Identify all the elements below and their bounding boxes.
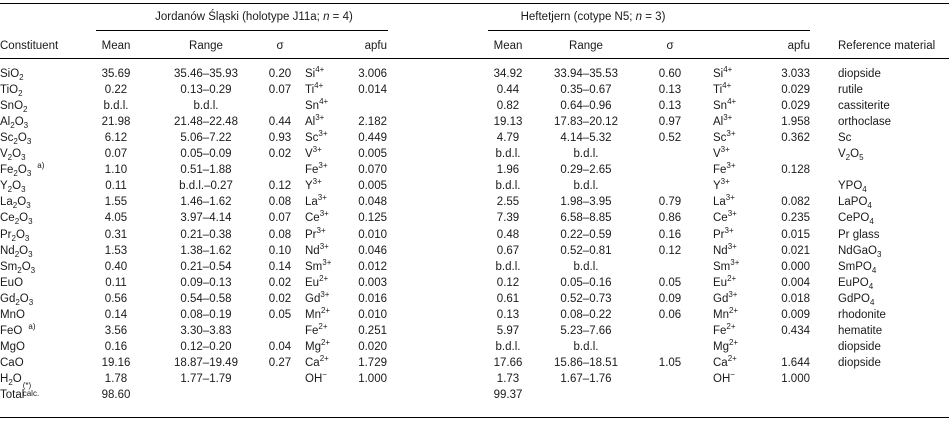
cell-ion-2: $Eu^{2+}$ (713, 274, 737, 289)
cell-range-2: 0.05–0.16 (560, 277, 612, 289)
cell-apfu-2: 0.362 (781, 132, 810, 144)
cell-range-1: 0.09–0.13 (180, 277, 232, 289)
cell-mean-2: 0.82 (496, 100, 520, 112)
cell-apfu-2: 0.000 (781, 261, 810, 273)
cell-ion-2: $Ti^{4+}$ (713, 81, 732, 96)
cell-sigma-2: 0.16 (658, 229, 682, 241)
col-apfu-1: apfu (364, 40, 387, 52)
cell-constituent: $H_2O$ (*) calc. (0, 373, 40, 398)
cell-apfu-1: 0.003 (358, 277, 387, 289)
cell-ion-1: OH− (305, 370, 327, 385)
cell-ion-2: $La^{3+}$ (713, 193, 735, 208)
cell-range-1: 0.08–0.19 (180, 309, 232, 321)
col-apfu-2: apfu (787, 40, 810, 52)
cell-reference: diopside (838, 341, 881, 353)
cell-mean-1: 1.53 (104, 245, 128, 257)
cell-mean-2: 0.61 (496, 293, 520, 305)
cell-range-1: 0.51–1.88 (180, 164, 232, 176)
cell-mean-2: 5.97 (496, 325, 520, 337)
cell-mean-2: 0.67 (496, 245, 520, 257)
cell-range-2: 0.52–0.73 (560, 293, 612, 305)
cell-ion-2: $Mn^{2+}$ (713, 306, 739, 321)
cell-sigma-2: 0.86 (658, 212, 682, 224)
cell-apfu-1: 0.005 (358, 148, 387, 160)
col-range-2: Range (569, 40, 603, 52)
cell-mean-1: 0.14 (104, 309, 128, 321)
cell-mean-2: 4.79 (496, 132, 520, 144)
cell-reference: cassiterite (838, 100, 890, 112)
cell-mean-1: 98.60 (101, 389, 131, 401)
cell-constituent: MgO (0, 341, 25, 353)
cell-constituent: $V_2O_3$ (0, 148, 26, 162)
cell-sigma-2: 0.13 (658, 100, 682, 112)
cell-ion-2: $Nd^{3+}$ (713, 242, 737, 257)
cell-mean-1: 0.56 (104, 293, 128, 305)
cell-constituent: SnO$_2$ (0, 100, 28, 114)
cell-sigma-2: 1.05 (658, 357, 682, 369)
cell-ion-1: $V^{3+}$ (305, 145, 322, 160)
cell-ion-2: $Mg^{2+}$ (713, 338, 739, 353)
cell-apfu-2: 0.021 (781, 245, 810, 257)
cell-apfu-1: 0.014 (358, 84, 387, 96)
cell-sigma-1: 0.10 (268, 245, 292, 257)
cell-range-1: 5.06–7.22 (180, 132, 232, 144)
cell-range-2: 1.98–3.95 (560, 196, 612, 208)
cell-sigma-2: 0.52 (658, 132, 682, 144)
cell-apfu-1: 0.251 (358, 325, 387, 337)
group1-underline (96, 30, 388, 31)
cell-reference: $V_2O_5$ (838, 148, 864, 162)
col-mean-2: Mean (493, 40, 523, 52)
cell-apfu-2: 0.009 (781, 309, 810, 321)
cell-apfu-2: 3.033 (781, 68, 810, 80)
cell-ion-1: $Mn^{2+}$ (305, 306, 331, 321)
cell-reference: hematite (838, 325, 883, 337)
cell-apfu-1: 0.070 (358, 164, 387, 176)
cell-sigma-2: 0.05 (658, 277, 682, 289)
cell-sigma-2: 0.12 (658, 245, 682, 257)
cell-constituent: MnO (0, 309, 25, 321)
cell-sigma-2: 0.60 (658, 68, 682, 80)
header-rule (0, 58, 949, 59)
cell-mean-2: 0.12 (496, 277, 520, 289)
cell-reference: Pr glass (838, 229, 880, 241)
cell-apfu-1: 0.016 (358, 293, 387, 305)
cell-range-2: b.d.l. (573, 180, 599, 192)
cell-apfu-1: 0.012 (358, 261, 387, 273)
cell-reference: LaPO$_4$ (838, 196, 872, 210)
col-sigma-2: σ (666, 40, 674, 52)
group-title-jordanow: Jordanów Śląski (holotype J11a; n = 4) (155, 11, 353, 23)
cell-constituent: Total (0, 389, 25, 401)
cell-apfu-2: 1.644 (781, 357, 810, 369)
cell-sigma-2: 0.97 (658, 116, 682, 128)
cell-apfu-2: 0.128 (781, 164, 810, 176)
cell-sigma-1: 0.14 (268, 261, 292, 273)
cell-sigma-1: 0.12 (268, 180, 292, 192)
cell-ion-2: $V^{3+}$ (713, 145, 730, 160)
cell-apfu-1: 0.010 (358, 309, 387, 321)
cell-apfu-2: 0.235 (781, 212, 810, 224)
cell-ion-2: $Al^{3+}$ (713, 113, 733, 128)
cell-mean-2: 2.55 (496, 196, 520, 208)
cell-constituent: $Sm_2O_3$ (0, 261, 36, 275)
group-title-heftetjern: Heftetjern (cotype N5; n = 3) (520, 11, 666, 23)
cell-ion-1: $Y^{3+}$ (305, 177, 322, 192)
cell-reference: CePO$_4$ (838, 212, 874, 226)
cell-mean-1: 35.69 (101, 68, 131, 80)
cell-range-1: 0.13–0.29 (180, 84, 232, 96)
col-constituent: Constituent (0, 40, 59, 52)
cell-range-1: 0.05–0.09 (180, 148, 232, 160)
cell-reference: rhodonite (838, 309, 886, 321)
cell-range-1: 0.54–0.58 (180, 293, 232, 305)
cell-mean-2: b.d.l. (495, 341, 521, 353)
cell-constituent: $Ce_2O_3$ (0, 212, 33, 226)
cell-mean-1: 1.10 (104, 164, 128, 176)
cell-sigma-1: 0.07 (268, 212, 292, 224)
cell-range-2: 0.52–0.81 (560, 245, 612, 257)
cell-mean-1: 0.11 (105, 180, 127, 192)
cell-constituent: $Y_2O_3$ (0, 180, 26, 194)
cell-apfu-2: 1.000 (781, 373, 810, 385)
col-sigma-1: σ (276, 40, 284, 52)
cell-mean-1: 3.56 (104, 325, 128, 337)
cell-mean-2: 19.13 (493, 116, 523, 128)
cell-sigma-2: 0.06 (658, 309, 682, 321)
cell-mean-2: 0.48 (496, 229, 520, 241)
cell-sigma-1: 0.27 (268, 357, 292, 369)
cell-mean-2: b.d.l. (495, 148, 521, 160)
cell-mean-1: 0.07 (104, 148, 128, 160)
bottom-rule (0, 417, 949, 418)
cell-sigma-2: 0.13 (658, 84, 682, 96)
cell-ion-1: $Si^{4+}$ (305, 65, 325, 80)
cell-mean-2: 0.13 (496, 309, 520, 321)
cell-ion-2: $Sc^{3+}$ (713, 129, 736, 144)
cell-ion-2: $Sm^{3+}$ (713, 258, 740, 273)
cell-apfu-2: 0.029 (781, 100, 810, 112)
cell-mean-2: 17.66 (493, 357, 523, 369)
cell-reference: EuPO$_4$ (838, 277, 874, 291)
cell-constituent: $Nd_2O_3$ (0, 245, 33, 259)
cell-apfu-2: 0.015 (781, 229, 810, 241)
cell-range-2: 5.23–7.66 (560, 325, 612, 337)
cell-apfu-2: 0.029 (781, 84, 810, 96)
cell-ion-1: $Nd^{3+}$ (305, 242, 329, 257)
cell-range-2: b.d.l. (573, 261, 599, 273)
cell-constituent: $Pr_2O_3$ (0, 229, 30, 243)
cell-constituent: CaO (0, 357, 24, 369)
cell-constituent: $Al_2O_3$ (0, 116, 29, 130)
cell-constituent: SiO$_2$ (0, 68, 24, 82)
cell-mean-2: b.d.l. (495, 261, 521, 273)
cell-ion-1: $Sm^{3+}$ (305, 258, 332, 273)
cell-constituent: EuO (0, 277, 24, 289)
cell-sigma-1: 0.07 (268, 84, 292, 96)
cell-mean-1: b.d.l. (103, 100, 129, 112)
cell-mean-1: 0.11 (105, 277, 127, 289)
cell-ion-2: $Fe^{3+}$ (713, 161, 736, 176)
cell-range-1: 1.38–1.62 (180, 245, 232, 257)
cell-range-2: 33.94–35.53 (554, 68, 618, 80)
cell-sigma-1: 0.04 (268, 341, 292, 353)
cell-mean-1: 4.05 (104, 212, 128, 224)
cell-apfu-1: 0.046 (358, 245, 387, 257)
cell-ion-2: $Sn^{4+}$ (713, 97, 737, 112)
cell-ion-1: $Ti^{4+}$ (305, 81, 324, 96)
cell-constituent: $Fe_2O_3^{a)}$ (0, 161, 45, 178)
cell-range-2: b.d.l. (573, 148, 599, 160)
cell-range-1: b.d.l. (193, 100, 219, 112)
cell-range-1: 35.46–35.93 (174, 68, 238, 80)
cell-range-1: 0.21–0.38 (180, 229, 232, 241)
cell-apfu-2: 0.004 (781, 277, 810, 289)
cell-range-1: 0.21–0.54 (180, 261, 232, 273)
cell-range-2: 0.64–0.96 (560, 100, 612, 112)
cell-mean-1: 0.22 (104, 84, 128, 96)
cell-sigma-1: 0.02 (268, 148, 292, 160)
cell-range-1: b.d.l.–0.27 (179, 180, 233, 192)
cell-mean-1: 0.16 (104, 341, 128, 353)
cell-ion-1: $Fe^{2+}$ (305, 322, 328, 337)
cell-sigma-1: 0.08 (268, 229, 292, 241)
cell-apfu-1: 0.048 (358, 196, 387, 208)
cell-reference: NdGaO$_3$ (838, 245, 882, 259)
cell-ion-1: $Fe^{3+}$ (305, 161, 328, 176)
group2-underline (488, 30, 810, 31)
cell-ion-1: $Al^{3+}$ (305, 113, 325, 128)
cell-ion-1: $Gd^{3+}$ (305, 290, 330, 305)
cell-apfu-2: 0.434 (781, 325, 810, 337)
cell-range-2: 0.35–0.67 (560, 84, 612, 96)
cell-ion-1: $Ca^{2+}$ (305, 354, 329, 369)
cell-ion-1: $La^{3+}$ (305, 193, 327, 208)
cell-apfu-1: 0.020 (358, 341, 387, 353)
cell-sigma-1: 0.02 (268, 277, 292, 289)
cell-ion-1: $Pr^{3+}$ (305, 226, 326, 241)
cell-mean-1: 19.16 (101, 357, 131, 369)
cell-reference: Sc (838, 132, 852, 144)
col-reference: Reference material (838, 40, 936, 52)
cell-apfu-1: 0.005 (358, 180, 387, 192)
cell-apfu-1: 1.000 (358, 373, 387, 385)
cell-range-1: 1.77–1.79 (180, 373, 232, 385)
cell-mean-1: 1.78 (104, 373, 128, 385)
cell-ion-1: $Sn^{4+}$ (305, 97, 329, 112)
cell-mean-1: 0.31 (104, 229, 128, 241)
cell-apfu-1: 0.125 (358, 212, 387, 224)
col-mean-1: Mean (101, 40, 131, 52)
cell-apfu-2: 0.082 (781, 196, 810, 208)
cell-range-2: 15.86–18.51 (554, 357, 618, 369)
cell-range-1: 3.30–3.83 (180, 325, 232, 337)
cell-range-2: 6.58–8.85 (560, 212, 612, 224)
cell-range-2: 1.67–1.76 (560, 373, 612, 385)
cell-ion-2: $Fe^{2+}$ (713, 322, 736, 337)
cell-constituent: $Gd_2O_3$ (0, 293, 34, 307)
cell-ion-1: $Eu^{2+}$ (305, 274, 329, 289)
cell-apfu-2: 1.958 (781, 116, 810, 128)
cell-reference: diopside (838, 357, 881, 369)
cell-sigma-1: 0.93 (268, 132, 292, 144)
cell-range-1: 3.97–4.14 (180, 212, 232, 224)
cell-sigma-1: 0.44 (268, 116, 292, 128)
cell-ion-2: $Si^{4+}$ (713, 65, 733, 80)
cell-reference: GdPO$_4$ (838, 293, 875, 307)
cell-ion-1: $Ce^{3+}$ (305, 209, 329, 224)
cell-mean-1: 21.98 (101, 116, 131, 128)
cell-reference: rutile (838, 84, 863, 96)
cell-range-1: 21.48–22.48 (174, 116, 238, 128)
col-range-1: Range (189, 40, 223, 52)
cell-apfu-1: 0.449 (358, 132, 387, 144)
cell-ion-2: $Pr^{3+}$ (713, 226, 734, 241)
cell-mean-1: 1.55 (104, 196, 128, 208)
cell-range-2: b.d.l. (573, 341, 599, 353)
cell-mean-2: 1.73 (496, 373, 520, 385)
cell-mean-2: 0.44 (496, 84, 520, 96)
cell-ion-1: $Mg^{2+}$ (305, 338, 331, 353)
cell-mean-2: 99.37 (493, 389, 523, 401)
cell-apfu-2: 0.018 (781, 293, 810, 305)
cell-range-1: 0.12–0.20 (180, 341, 232, 353)
cell-reference: diopside (838, 68, 881, 80)
cell-ion-2: $Gd^{3+}$ (713, 290, 738, 305)
cell-mean-2: 34.92 (493, 68, 523, 80)
cell-sigma-1: 0.05 (268, 309, 292, 321)
cell-mean-2: 7.39 (496, 212, 520, 224)
cell-apfu-1: 1.729 (358, 357, 387, 369)
top-rule (0, 3, 949, 4)
cell-ion-1: $Sc^{3+}$ (305, 129, 328, 144)
cell-ion-2: $Ce^{3+}$ (713, 209, 737, 224)
cell-range-2: 17.83–20.12 (554, 116, 618, 128)
cell-apfu-1: 2.182 (358, 116, 387, 128)
cell-sigma-1: 0.02 (268, 293, 292, 305)
cell-constituent: $La_2O_3$ (0, 196, 31, 210)
cell-mean-2: b.d.l. (495, 180, 521, 192)
cell-constituent: TiO$_2$ (0, 84, 23, 98)
cell-sigma-1: 0.20 (268, 68, 292, 80)
cell-ion-2: $Y^{3+}$ (713, 177, 730, 192)
cell-range-1: 18.87–19.49 (174, 357, 238, 369)
cell-reference: orthoclase (838, 116, 892, 128)
cell-range-2: 0.08–0.22 (560, 309, 612, 321)
cell-range-2: 0.29–2.65 (560, 164, 612, 176)
cell-mean-1: 6.12 (104, 132, 128, 144)
cell-sigma-1: 0.08 (268, 196, 292, 208)
cell-apfu-1: 3.006 (358, 68, 387, 80)
cell-range-2: 4.14–5.32 (560, 132, 612, 144)
cell-constituent: $Sc_2O_3$ (0, 132, 32, 146)
cell-ion-2: OH− (713, 370, 735, 385)
cell-ion-2: $Ca^{2+}$ (713, 354, 737, 369)
cell-constituent: FeO $^{a)}$ (0, 322, 36, 337)
cell-range-1: 1.46–1.62 (180, 196, 232, 208)
cell-mean-2: 1.96 (496, 164, 520, 176)
cell-reference: $YPO_4$ (838, 180, 867, 194)
cell-reference: SmPO$_4$ (838, 261, 877, 275)
cell-sigma-2: 0.79 (658, 196, 682, 208)
cell-apfu-1: 0.010 (358, 229, 387, 241)
cell-sigma-2: 0.09 (658, 293, 682, 305)
cell-range-2: 0.22–0.59 (560, 229, 612, 241)
cell-mean-1: 0.40 (104, 261, 128, 273)
